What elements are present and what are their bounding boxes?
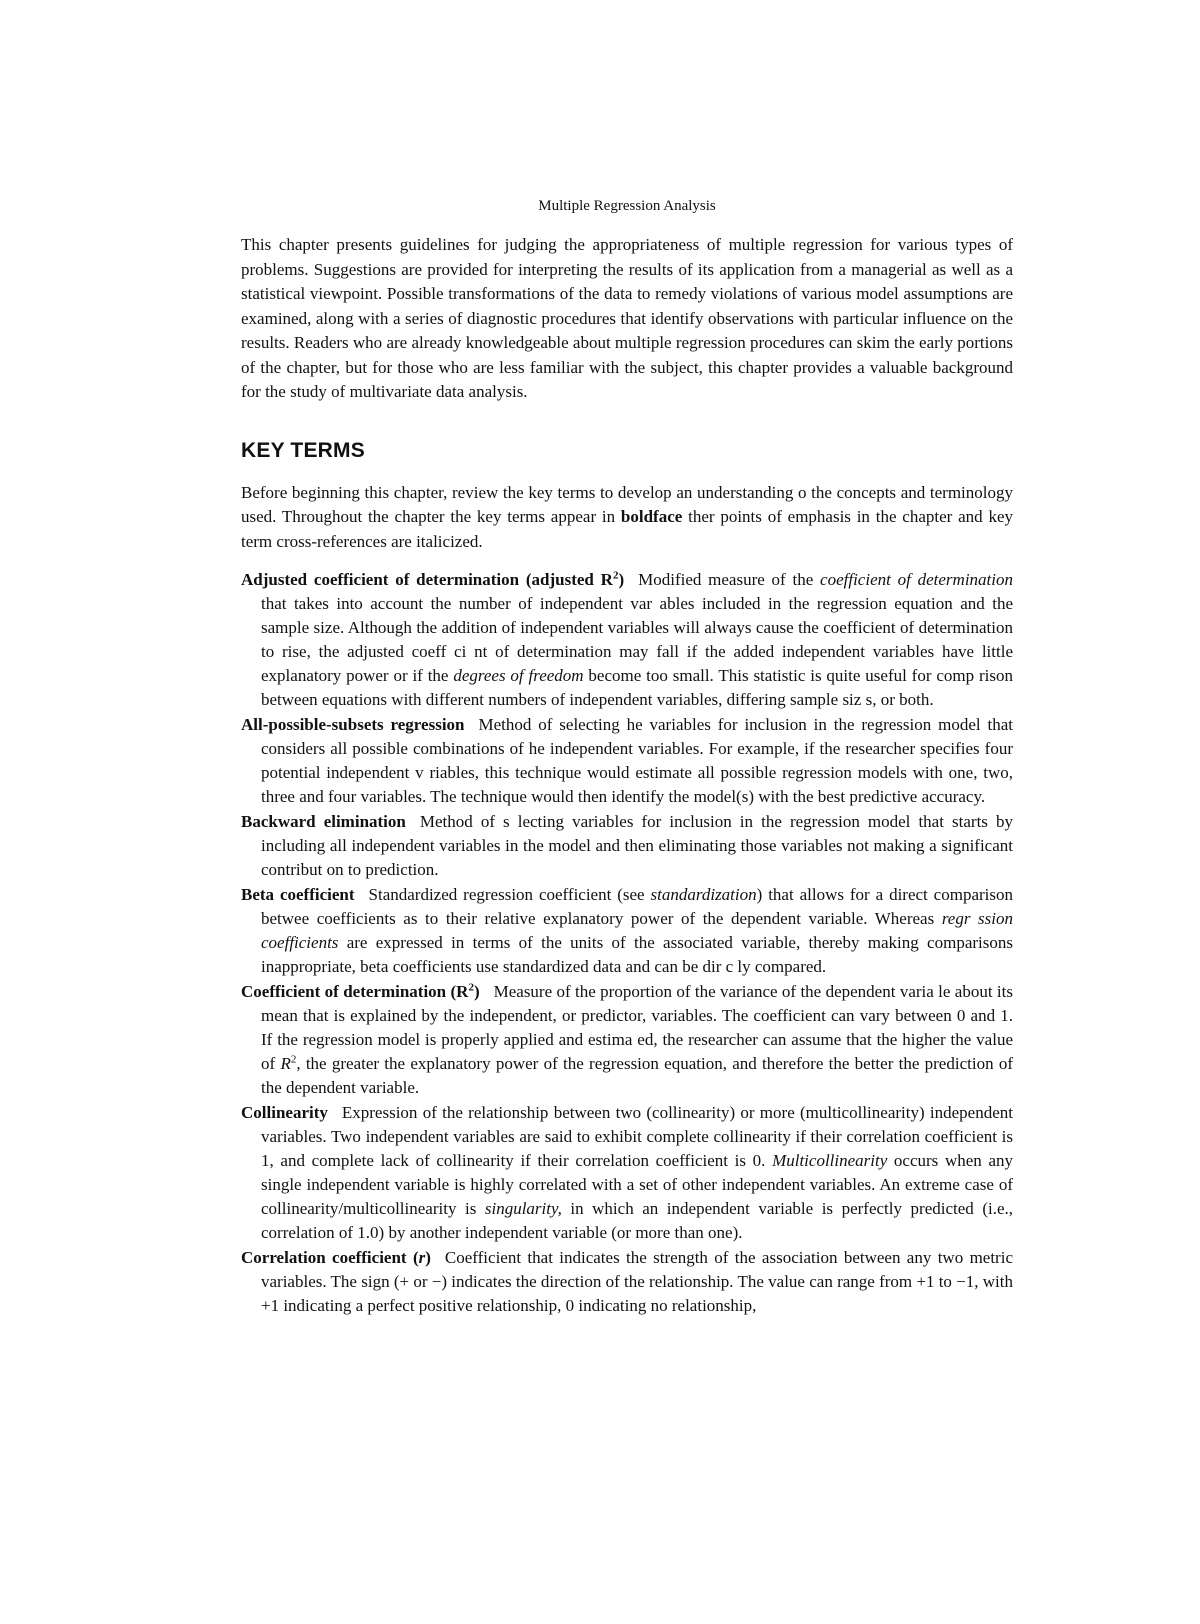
term-name: Beta coefficient bbox=[241, 885, 355, 904]
term-definition: Method of s lecting variables for inclusion in the regression model that starts by including all independent variables in the model and then eliminating those variables not making a significant contribut on to prediction. bbox=[261, 812, 1013, 879]
term-name: All-possible-subsets regression bbox=[241, 715, 465, 734]
term-definition: Standardized regression coefficient (see standardization) that allows for a direct comparison betwee coefficients as to their relative explanatory power of the dependent variable. Whereas regr ssion coefficients are expressed in terms of the units of the associated variable, thereby making comparisons inappropriate, beta coefficients use standardized data and can be dir c ly compared. bbox=[261, 885, 1013, 976]
term-adjusted-coefficient-of-determination bbox=[241, 568, 1013, 712]
term-correlation-coefficient bbox=[241, 1246, 1013, 1318]
term-collinearity bbox=[241, 1101, 1013, 1245]
term-coefficient-of-determination bbox=[241, 980, 1013, 1100]
intro-paragraph: This chapter presents guidelines for judging the appropriateness of multiple regression for various types of problems. Suggestions are provided for interpreting the results of its application from a managerial as well as a statistical viewpoint. Possible transformations of the data to remedy violations of various model assumptions are examined, along with a series of diagnostic procedures that identify observations with particular influence on the results. Readers who are already knowledgeable about multiple regression procedures can skim the early portions of the chapter, but for those who are less familiar with the subject, this chapter provides a valuable background for the study of multivariate data analysis. bbox=[241, 235, 1013, 401]
document-page bbox=[241, 198, 1013, 1319]
term-name: Collinearity bbox=[241, 1103, 328, 1122]
key-terms-list bbox=[241, 568, 1013, 1318]
term-name: Correlation coefficient (r) bbox=[241, 1248, 431, 1267]
term-name: Adjusted coefficient of determination (adjusted $R^2$) bbox=[241, 569, 625, 589]
term-definition: Method of selecting he variables for inclusion in the regression model that considers all possible combinations of he independent variables. For example, if the researcher specifies four potential independent v riables, this technique would estimate all possible regression models with one, two, three and four variables. The technique would then identify the model(s) with the best predictive accuracy. bbox=[261, 715, 1013, 806]
term-name: Coefficient of determination $(R^2)$ bbox=[241, 981, 480, 1001]
term-definition: Expression of the relationship between two (collinearity) or more (multicollinearity) independent variables. Two independent variables are said to exhibit complete collinearity if their correlation coefficient is 1, and complete lack of collinearity if their correlation coefficient is 0. Multicollinearity occurs when any single independent variable is highly correlated with a set of other independent variables. An extreme case of collinearity/multicollinearity is singularity, in which an independent variable is perfectly predicted (i.e., correlation of 1.0) by another independent variable (or more than one). bbox=[261, 1103, 1013, 1242]
term-definition: Coefficient that indicates the strength of the association between any two metric variables. The sign (+ or −) indicates the direction of the relationship. The value can range from +1 to −1, with +1 indicating a perfect positive relationship, 0 indicating no relationship, bbox=[261, 1248, 1013, 1315]
lead-text-2: ther points of emphasis in the chapter and key term cross-references are italicized. bbox=[241, 507, 1013, 551]
term-name: Backward elimination bbox=[241, 812, 406, 831]
running-head: Multiple Regression Analysis bbox=[538, 198, 716, 214]
term-definition: Measure of the proportion of the variance of the dependent varia le about its mean that is explained by the independent, or predictor, variables. The coefficient can vary between 0 and 1. If the regression model is properly applied and estima ed, the researcher can assume that the higher the value of $R^2$, the greater the explanatory power of the regression equation, and therefore the better the prediction of the dependent variable. bbox=[261, 982, 1013, 1097]
lead-text-1: Before beginning this chapter, review the key terms to develop an understanding o the concepts and terminology used. Throughout the chapter the key terms appear in bbox=[241, 482, 1013, 526]
term-beta-coefficient bbox=[241, 883, 1013, 979]
term-definition: Modified measure of the coefficient of determination that takes into account the number of independent var ables included in the regression equation and the sample size. Although the addition of independent variables will always cause the coefficient of determination to rise, the adjusted coeff ci nt of determination may fall if the added independent variables have little explanatory power or if the degrees of freedom become too small. This statistic is quite useful for comp rison between equations with different numbers of independent variables, differing sample siz s, or both. bbox=[261, 570, 1013, 709]
term-all-possible-subsets-regression bbox=[241, 713, 1013, 809]
term-backward-elimination bbox=[241, 810, 1013, 882]
section-heading-key-terms: KEY TERMS bbox=[241, 438, 365, 462]
lead-boldface-word: boldface bbox=[620, 507, 683, 526]
key-terms-lead-paragraph bbox=[241, 481, 1013, 555]
